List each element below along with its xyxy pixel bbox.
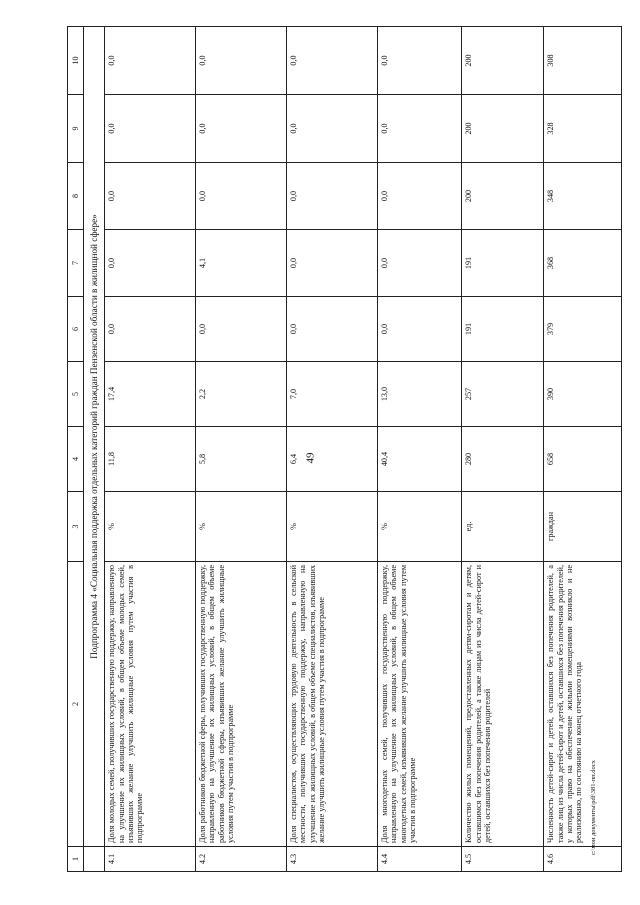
row-unit: ед. bbox=[462, 492, 544, 562]
row-value: 0,0 bbox=[196, 27, 287, 95]
row-value: 6,4 bbox=[286, 427, 377, 492]
row-value: 5,8 bbox=[196, 427, 287, 492]
row-value: 191 bbox=[462, 230, 544, 297]
row-value: 348 bbox=[544, 163, 622, 230]
footer-file-path: c:\мои документы\pdf\381-пп.docx bbox=[590, 760, 597, 855]
row-description: Доля молодых семей, получивших государственную поддержку, направленную на улучшение их жилищных условий, в общем объеме молодых семей, изъявивших желание улучшить жилищные условия путем участия в подпрограмме bbox=[105, 562, 196, 847]
section-spacer bbox=[84, 847, 105, 872]
row-value: 0,0 bbox=[196, 163, 287, 230]
row-value: 0,0 bbox=[105, 230, 196, 297]
table-row bbox=[377, 27, 461, 872]
row-value: 658 bbox=[544, 427, 622, 492]
header-cell: 1 bbox=[68, 847, 84, 872]
row-value: 200 bbox=[462, 163, 544, 230]
row-value: 0,0 bbox=[286, 297, 377, 362]
table-row bbox=[196, 27, 287, 872]
table-row bbox=[286, 27, 377, 872]
page-number: 49 bbox=[304, 452, 317, 464]
row-value: 0,0 bbox=[105, 163, 196, 230]
row-description: Доля специалистов, осуществляющих трудовую деятельность в сельской местности, получивших государственную поддержку, направленную на улучшение их жилищных условий, в общем объеме специалистов, изъявивших желание улучшить жилищные условия путем участия в подпрограмме bbox=[286, 562, 377, 847]
table-row bbox=[544, 27, 622, 872]
row-value: 200 bbox=[462, 95, 544, 163]
row-value: 13,0 bbox=[377, 362, 461, 427]
row-value: 2,2 bbox=[196, 362, 287, 427]
row-value: 257 bbox=[462, 362, 544, 427]
row-value: 191 bbox=[462, 297, 544, 362]
section-row bbox=[84, 27, 105, 872]
row-value: 0,0 bbox=[105, 95, 196, 163]
row-number: 4.5 bbox=[462, 847, 544, 872]
header-cell: 10 bbox=[68, 27, 84, 95]
row-unit: % bbox=[196, 492, 287, 562]
row-value: 11,8 bbox=[105, 427, 196, 492]
header-cell: 7 bbox=[68, 230, 84, 297]
row-unit: % bbox=[286, 492, 377, 562]
section-title: Подпрограмма 4 «Социальная поддержка отдельных категорий граждан Пензенской области в жилищной сфере» bbox=[84, 27, 105, 847]
header-row bbox=[68, 27, 84, 872]
row-value: 7,0 bbox=[286, 362, 377, 427]
row-value: 0,0 bbox=[377, 95, 461, 163]
table-row bbox=[105, 27, 196, 872]
header-cell: 6 bbox=[68, 297, 84, 362]
row-value: 4,1 bbox=[196, 230, 287, 297]
row-value: 0,0 bbox=[377, 27, 461, 95]
row-unit: % bbox=[105, 492, 196, 562]
row-number: 4.2 bbox=[196, 847, 287, 872]
row-value: 0,0 bbox=[105, 297, 196, 362]
header-cell: 3 bbox=[68, 492, 84, 562]
row-description: Доля работников бюджетной сферы, получивших государственную поддержку, направленную на улучшение их жилищных условий, в общем объеме работников бюджетной сферы, изъявивших желание улучшить жилищные условия путем участия в подпрограмме bbox=[196, 562, 287, 847]
row-value: 0,0 bbox=[286, 230, 377, 297]
row-description: Численность детей-сирот и детей, оставшихся без попечения родителей, а также лиц из числа детей-сирот и детей, оставшихся без попечения родителей, у которых право на обеспечение жилыми помещениями возникло и не реализовано, по состоянию на конец отчетного года bbox=[544, 562, 622, 847]
row-value: 328 bbox=[544, 95, 622, 163]
row-value: 0,0 bbox=[196, 95, 287, 163]
row-value: 40,4 bbox=[377, 427, 461, 492]
header-cell: 9 bbox=[68, 95, 84, 163]
row-value: 368 bbox=[544, 230, 622, 297]
header-cell: 4 bbox=[68, 427, 84, 492]
row-description: Доля многодетных семей, получивших государственную поддержку, направленную на улучшение их жилищных условий, в общем объеме многодетных семей, изъявивших желание улучшить жилищные условия путем участия в подпрограмме bbox=[377, 562, 461, 847]
row-number: 4.1 bbox=[105, 847, 196, 872]
row-value: 0,0 bbox=[377, 297, 461, 362]
row-value: 0,0 bbox=[286, 95, 377, 163]
header-cell: 5 bbox=[68, 362, 84, 427]
table-row bbox=[462, 27, 544, 872]
row-value: 0,0 bbox=[377, 163, 461, 230]
row-value: 280 bbox=[462, 427, 544, 492]
row-value: 17,4 bbox=[105, 362, 196, 427]
rotated-table-container bbox=[67, 27, 622, 872]
row-value: 0,0 bbox=[286, 163, 377, 230]
row-unit: граждан bbox=[544, 492, 622, 562]
indicators-table bbox=[67, 26, 622, 872]
row-description: Количество жилых помещений, предоставленных детям-сиротам и детям, оставшимся без попечения родителей, а также лицам из числа детей-сирот и детей, оставшихся без попечения родителей bbox=[462, 562, 544, 847]
row-value: 308 bbox=[544, 27, 622, 95]
row-number: 4.6 bbox=[544, 847, 622, 872]
row-value: 200 bbox=[462, 27, 544, 95]
row-unit: % bbox=[377, 492, 461, 562]
row-value: 0,0 bbox=[377, 230, 461, 297]
row-number: 4.4 bbox=[377, 847, 461, 872]
row-number: 4.3 bbox=[286, 847, 377, 872]
row-value: 0,0 bbox=[105, 27, 196, 95]
header-cell: 2 bbox=[68, 562, 84, 847]
row-value: 0,0 bbox=[196, 297, 287, 362]
header-cell: 8 bbox=[68, 163, 84, 230]
row-value: 379 bbox=[544, 297, 622, 362]
row-value: 0,0 bbox=[286, 27, 377, 95]
row-value: 390 bbox=[544, 362, 622, 427]
